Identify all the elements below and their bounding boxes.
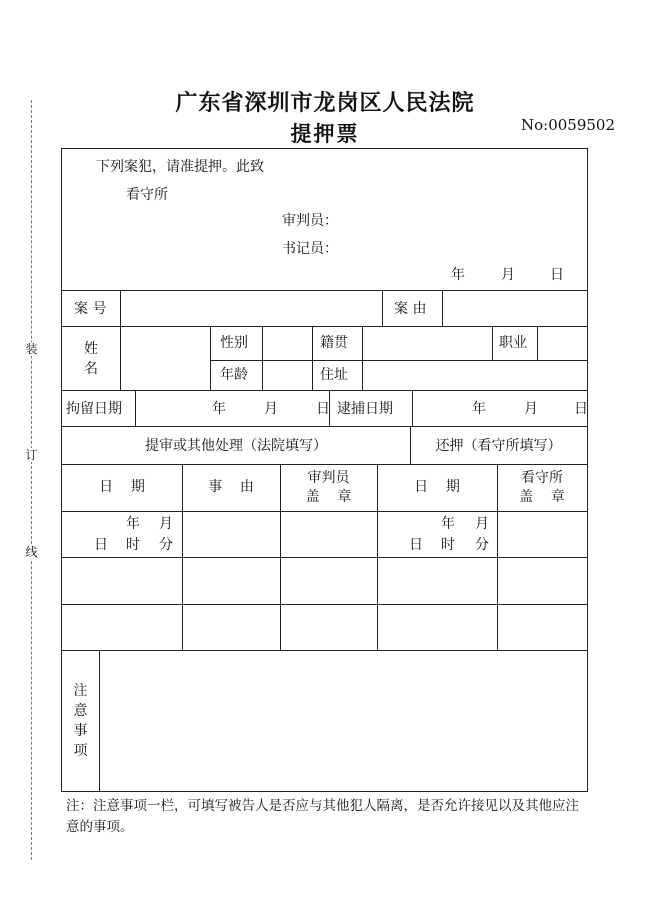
rule — [412, 390, 413, 426]
rule — [382, 290, 383, 326]
rule — [62, 511, 587, 512]
rule — [62, 326, 587, 327]
rule — [492, 326, 493, 360]
col-date-jail: 日 期 — [414, 479, 460, 495]
label-detention-date: 拘留日期 — [66, 401, 122, 417]
binding-char-ding: 订 — [25, 448, 38, 462]
sign-date-year: 年 — [451, 267, 465, 283]
rule — [62, 464, 587, 465]
rule — [120, 290, 121, 390]
request-text: 下列案犯，请准提押。此致 — [96, 159, 264, 175]
label-native-place: 籍贯 — [320, 335, 348, 351]
rule — [62, 426, 587, 427]
rule — [62, 557, 587, 558]
label-gender: 性别 — [220, 335, 248, 351]
rule — [312, 326, 313, 390]
label-name-text: 姓名 — [84, 341, 98, 377]
time-day-court: 日 — [94, 537, 108, 553]
judge-label: 审判员： — [282, 213, 338, 229]
rule — [537, 326, 538, 360]
rule — [135, 390, 136, 426]
section-jail: 还押（看守所填写） — [435, 438, 562, 454]
section-court: 提审或其他处理（法院填写） — [145, 438, 327, 454]
col-date-court: 日 期 — [99, 479, 145, 495]
label-address: 住址 — [320, 367, 348, 383]
col-jail-seal-2: 盖 章 — [519, 489, 565, 505]
serial-number: No:0059502 — [521, 116, 616, 134]
rule — [62, 650, 587, 651]
sign-date-month: 月 — [501, 267, 515, 283]
arrest-month: 月 — [524, 401, 538, 417]
rule — [62, 604, 587, 605]
binding-dashed-line — [31, 100, 32, 860]
label-age: 年龄 — [220, 367, 248, 383]
detention-month: 月 — [264, 401, 278, 417]
rule — [362, 326, 363, 390]
remarks-label-text: 注意事项 — [73, 683, 88, 759]
time-hour-court: 时 — [126, 537, 140, 553]
rule — [442, 290, 443, 326]
col-judge-seal-1: 审判员 — [307, 470, 350, 486]
rule — [62, 390, 587, 391]
rule — [262, 326, 263, 390]
arrest-year: 年 — [472, 401, 486, 417]
detention-day: 日 — [316, 401, 330, 417]
rule — [99, 650, 100, 791]
label-occupation: 职业 — [499, 335, 527, 351]
rule — [210, 360, 587, 361]
time-day-jail: 日 — [409, 537, 423, 553]
col-judge-seal-2: 盖 章 — [305, 489, 352, 505]
sign-date-day: 日 — [550, 267, 564, 283]
label-name — [62, 339, 120, 379]
arrest-day: 日 — [574, 401, 588, 417]
recipient: 看守所 — [126, 187, 168, 203]
label-arrest-date: 逮捕日期 — [337, 401, 393, 417]
label-case-no: 案 号 — [74, 301, 107, 317]
label-case-cause: 案 由 — [394, 301, 427, 317]
court-name: 广东省深圳市龙岗区人民法院 — [175, 90, 475, 116]
time-month-court: 月 — [159, 516, 173, 532]
rule — [210, 326, 211, 390]
form-title: 提押票 — [290, 121, 360, 146]
binding-char-xian: 线 — [25, 545, 38, 559]
clerk-label: 书记员： — [282, 241, 338, 257]
rule — [62, 290, 587, 291]
detention-year: 年 — [212, 401, 226, 417]
footnote: 注：注意事项一栏，可填写被告人是否应与其他犯人隔离，是否允许接见以及其他应注意的事项。 — [66, 798, 579, 835]
col-jail-seal-1: 看守所 — [521, 470, 563, 486]
time-hour-jail: 时 — [441, 537, 455, 553]
binding-char-zhuang: 装 — [25, 342, 38, 356]
time-minute-jail: 分 — [475, 537, 489, 553]
time-month-jail: 月 — [475, 516, 489, 532]
time-year-court: 年 — [126, 516, 140, 532]
time-minute-court: 分 — [159, 537, 173, 553]
time-year-jail: 年 — [441, 516, 455, 532]
summons-form — [61, 148, 588, 792]
remarks-label — [62, 681, 99, 761]
col-matter: 事 由 — [208, 479, 254, 495]
